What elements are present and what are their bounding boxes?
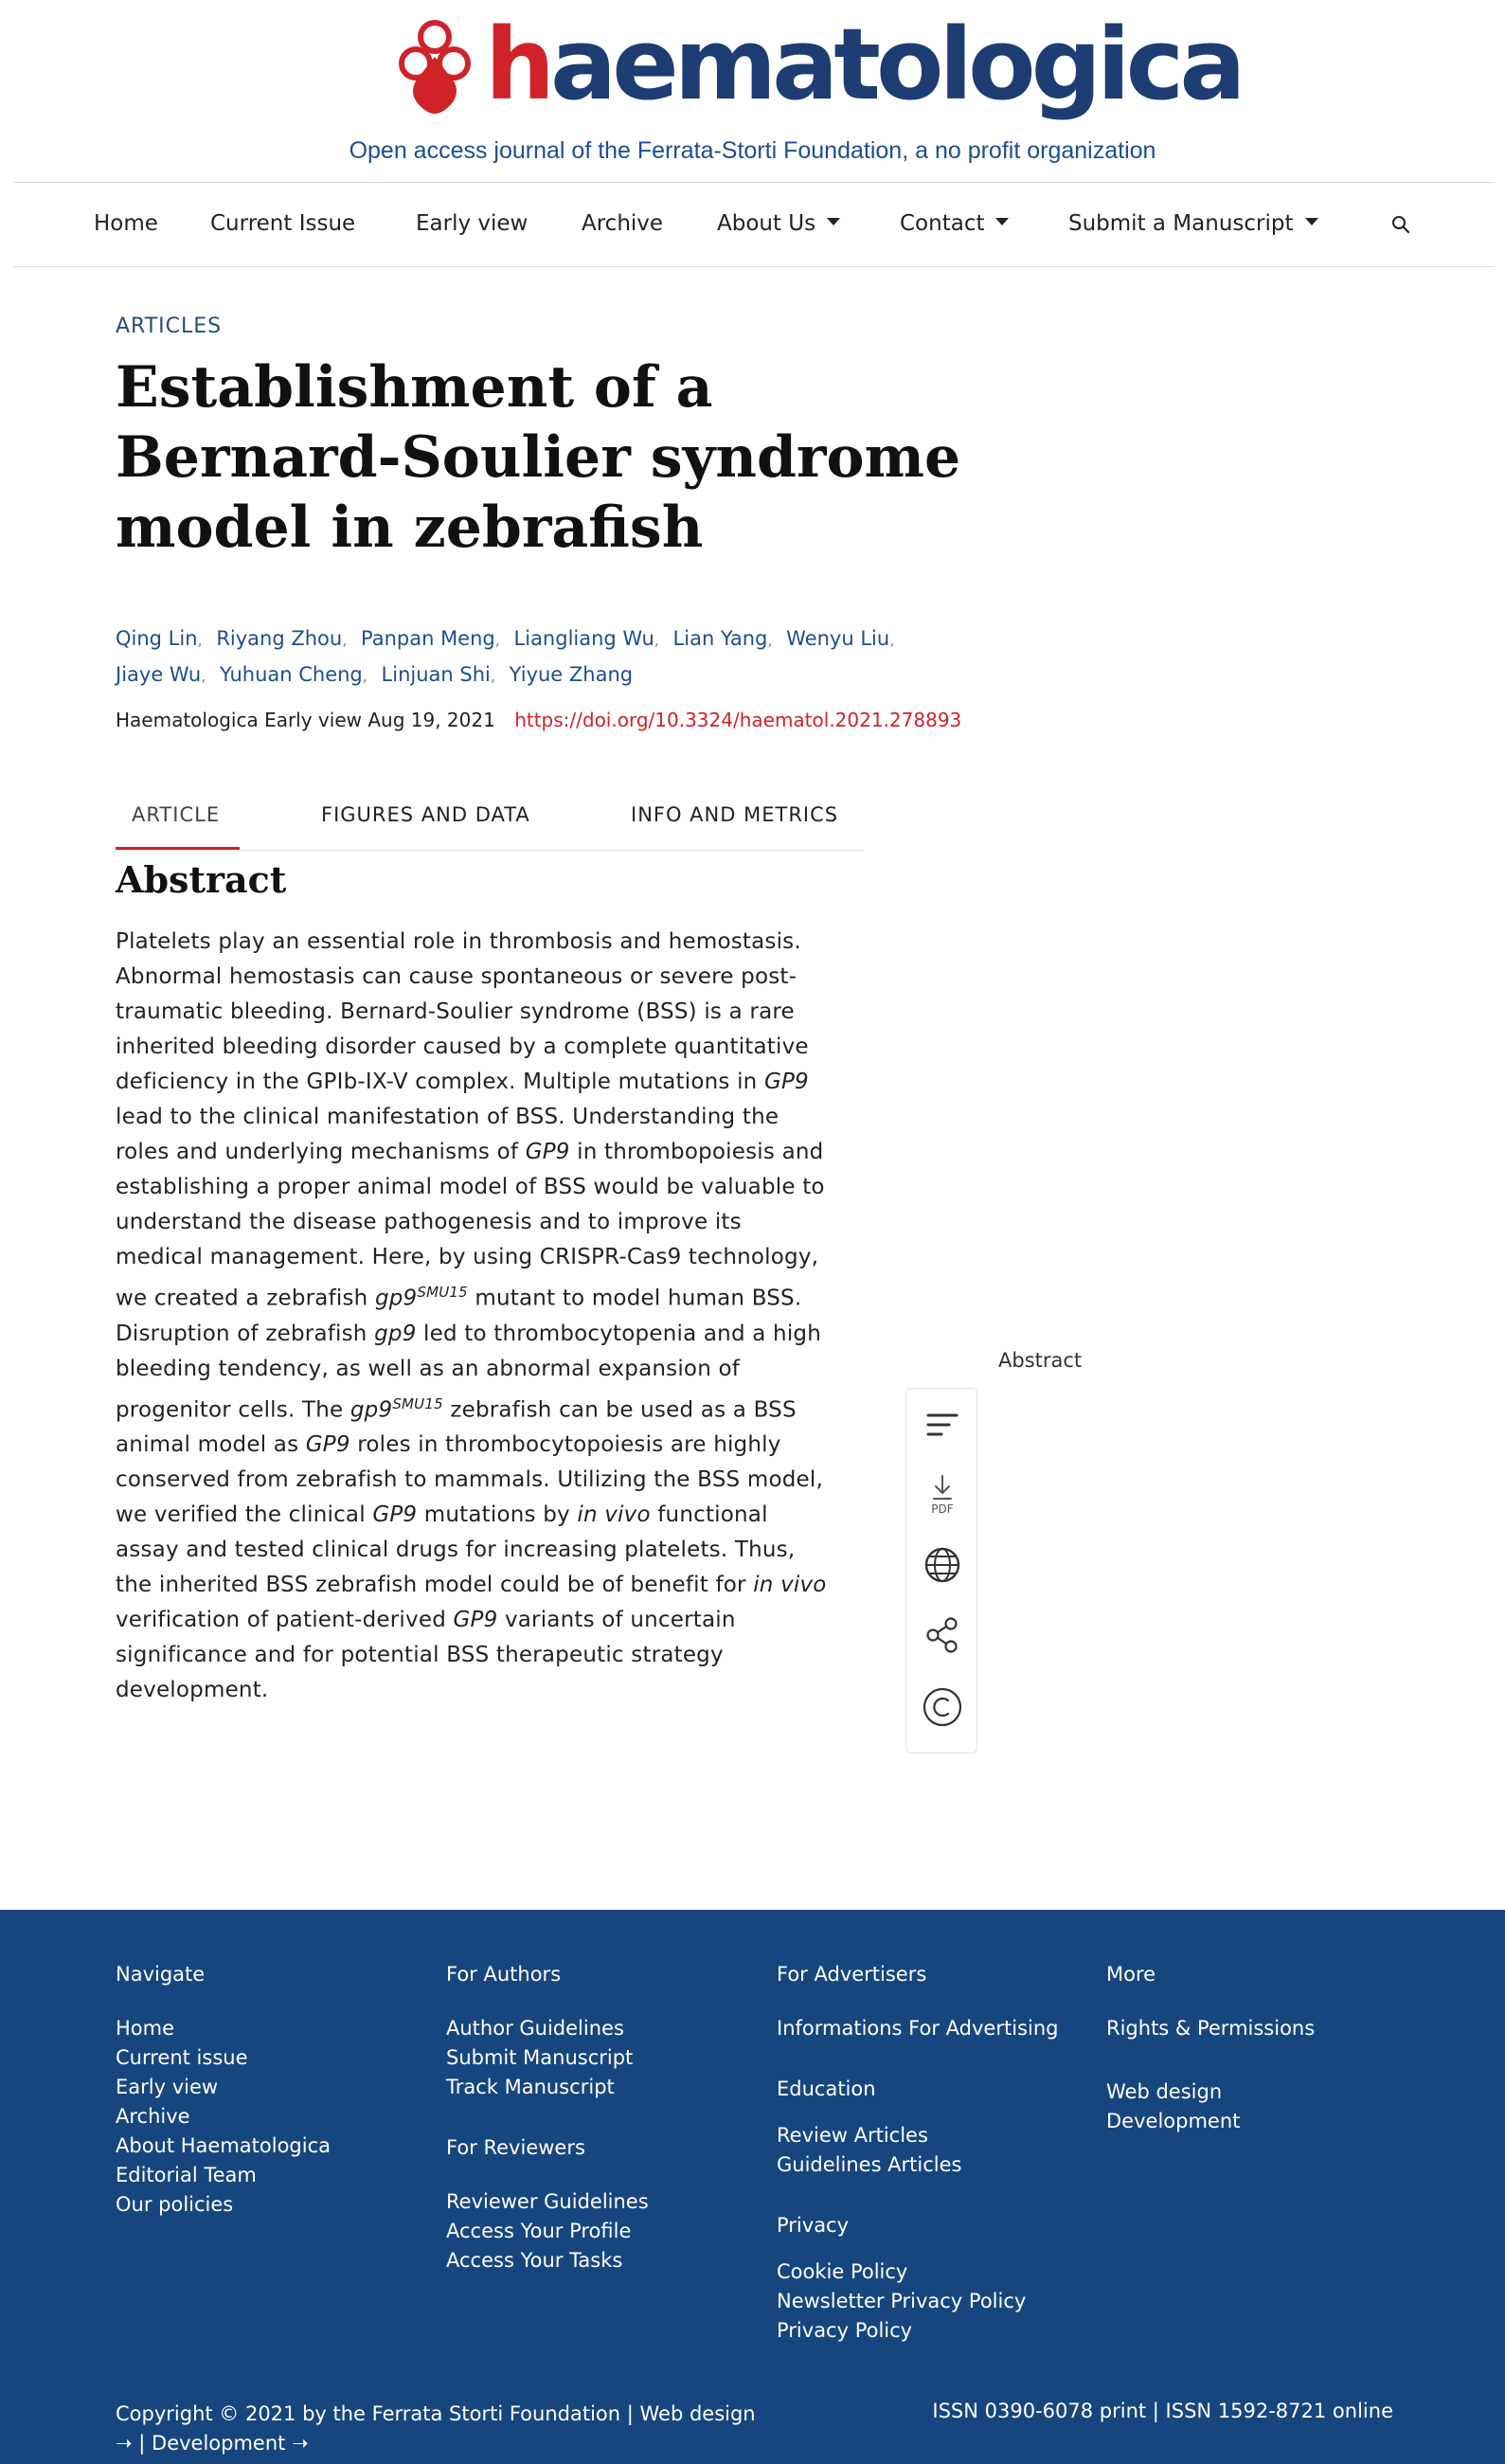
footer-col-authors <box>446 1963 649 2275</box>
nav-item-home[interactable]: Home <box>94 211 158 236</box>
gene-name: GP9 <box>453 1608 498 1633</box>
gene-name: GP9 <box>305 1432 350 1458</box>
footer-col-advertisers <box>777 1963 1058 2346</box>
footer-link[interactable]: Access Your Profile <box>446 2220 632 2242</box>
nav-item-submit-manuscript[interactable] <box>1068 211 1318 236</box>
toolbar-tooltip-label: Abstract <box>998 1349 1083 1372</box>
article-category[interactable]: ARTICLES <box>116 315 223 338</box>
footer-link[interactable]: Archive <box>116 2105 190 2128</box>
footer-heading: For Reviewers <box>446 2136 585 2159</box>
abstract-text-segment: Platelets play an essential role in thrombosis and hemostasis. Abnormal hemostasis can cause spontaneous or severe post-traumatic bleeding. Bernard-Soulier syndrome (BSS) is a rare inherited bleeding disorder caused by a complete quantitative deficiency in the GPIb-IX-V complex. Multiple mutations in <box>116 929 809 1094</box>
chevron-down-icon <box>1305 218 1318 225</box>
gene-name: GP9 <box>372 1502 418 1528</box>
globe-icon <box>923 1546 961 1584</box>
author-link[interactable]: Lian Yang <box>672 627 768 650</box>
article-title: Establishment of a Bernard-Soulier syndrome model in zebrafish <box>116 354 961 561</box>
allele-superscript: SMU15 <box>417 1284 468 1301</box>
latin-term: in vivo <box>753 1573 827 1598</box>
footer-heading: For Advertisers <box>777 1963 927 1986</box>
footer-link[interactable]: Newsletter Privacy Policy <box>777 2290 1027 2312</box>
chevron-down-icon <box>995 218 1009 225</box>
latin-term: in vivo <box>577 1502 651 1528</box>
nav-item-archive[interactable]: Archive <box>582 211 664 236</box>
nav-item-about-us[interactable] <box>717 211 840 236</box>
footer-link[interactable]: Submit Manuscript <box>446 2046 634 2069</box>
article-toolbar <box>905 1388 977 1754</box>
footer-link[interactable]: Author Guidelines <box>446 2017 624 2040</box>
site-tagline: Open access journal of the Ferrata-Storti Foundation, a no profit organization <box>349 137 1156 164</box>
footer-link[interactable]: Editorial Team <box>116 2164 257 2186</box>
footer-link[interactable]: Cookie Policy <box>777 2260 908 2283</box>
footer-link[interactable]: Review Articles <box>777 2124 928 2147</box>
author-link[interactable]: Jiaye Wu <box>116 663 202 686</box>
tab-info-and-metrics[interactable]: INFO AND METRICS <box>631 803 839 826</box>
abstract-text-segment: led to thrombocytopenia and a high bleeding tendency, as well as an abnormal expansion of progenitor cells. The <box>116 1321 822 1423</box>
author-separator: , <box>490 667 495 685</box>
footer-link[interactable]: Web design <box>1106 2080 1223 2103</box>
nav-item-early-view[interactable]: Early view <box>416 211 529 236</box>
development-link[interactable]: ➝ | Development ➝ <box>116 2432 309 2455</box>
footer-link[interactable]: Rights & Permissions <box>1106 2017 1316 2040</box>
copyright-icon <box>922 1686 963 1728</box>
abstract-text-segment: zebrafish can be used as a BSS animal model as <box>116 1397 797 1458</box>
author-link[interactable]: Panpan Meng <box>360 627 495 650</box>
footer-link[interactable]: Home <box>116 2017 175 2040</box>
gene-name: GP9 <box>525 1140 570 1164</box>
publication-date: Haematologica Early view Aug 19, 2021 <box>116 709 495 731</box>
language-button[interactable] <box>906 1537 978 1593</box>
author-separator: , <box>342 631 348 649</box>
share-button[interactable] <box>906 1607 978 1664</box>
abstract-text-segment: functional assay and tested clinical drugs for increasing platelets. Thus, the inherited BSS zebrafish model could be of benefit for <box>116 1502 796 1598</box>
abstract-heading: Abstract <box>116 858 287 901</box>
allele-superscript: SMU15 <box>392 1394 443 1412</box>
footer-link[interactable]: Current issue <box>116 2046 248 2069</box>
footer-heading: More <box>1106 1963 1156 1986</box>
footer-link[interactable]: About Haematologica <box>116 2134 331 2157</box>
copyright-button[interactable] <box>906 1679 978 1736</box>
author-link[interactable]: Riyang Zhou <box>216 627 343 650</box>
issn-info: ISSN 0390-6078 print | ISSN 1592-8721 online <box>932 2400 1393 2422</box>
footer-subheading: Privacy <box>777 2214 850 2237</box>
author-list <box>116 621 930 693</box>
footer-link[interactable]: Development <box>1106 2110 1241 2132</box>
footer-link[interactable]: Our policies <box>116 2193 234 2216</box>
gene-name: GP9 <box>763 1070 809 1094</box>
footer-link[interactable]: Privacy Policy <box>777 2319 913 2342</box>
author-separator: , <box>201 667 206 685</box>
author-separator: , <box>197 631 203 649</box>
footer-link[interactable]: Informations For Advertising <box>777 2017 1059 2040</box>
publication-info <box>116 709 961 731</box>
author-separator: , <box>362 667 367 685</box>
footer-heading: For Authors <box>446 1963 562 1986</box>
author-link[interactable]: Yuhuan Cheng <box>220 663 363 686</box>
abstract-text-segment: verification of patient-derived <box>116 1608 454 1633</box>
logo-mark-icon <box>398 19 472 114</box>
site-footer <box>0 1910 1505 2464</box>
toc-button[interactable] <box>906 1396 978 1453</box>
nav-item-label: About Us <box>717 211 816 236</box>
gene-name: gp9 <box>374 1321 417 1346</box>
abstract-text-segment: in thrombopoiesis and establishing a proper animal model of BSS would be valuable to understand the disease pathogenesis and to improve its medical management. Here, by using CRISPR-Cas9 technology, we created a zebrafish <box>116 1140 825 1311</box>
abstract-text-segment: variants of uncertain significance and for potential BSS therapeutic strategy development. <box>116 1608 736 1703</box>
main-nav <box>0 183 1505 266</box>
author-separator: , <box>494 631 500 649</box>
site-logo[interactable] <box>398 7 1242 127</box>
footer-link[interactable]: Early view <box>116 2076 219 2098</box>
author-link[interactable]: Qing Lin <box>116 627 198 650</box>
footer-link[interactable]: Reviewer Guidelines <box>446 2190 649 2213</box>
pdf-label: PDF <box>931 1502 954 1516</box>
footer-col-more <box>1106 1963 1315 2136</box>
nav-item-current-issue[interactable]: Current Issue <box>210 211 356 236</box>
footer-subheading: Education <box>777 2077 876 2100</box>
abstract-text-segment: mutant to model human BSS. Disruption of zebrafish <box>116 1286 802 1346</box>
footer-link[interactable]: Access Your Tasks <box>446 2249 623 2272</box>
tab-figures-and-data[interactable]: FIGURES AND DATA <box>321 803 530 826</box>
pdf-download-button[interactable] <box>906 1466 978 1523</box>
logo-wordmark: haematologica <box>485 7 1242 122</box>
nav-item-contact[interactable] <box>900 211 1009 236</box>
search-icon[interactable] <box>1390 214 1411 235</box>
copyright-notice <box>116 2400 779 2458</box>
footer-col-navigate <box>116 1963 331 2220</box>
author-link[interactable]: Wenyu Liu <box>786 627 890 650</box>
gene-name: gp9 <box>349 1397 393 1423</box>
footer-link[interactable]: Guidelines Articles <box>777 2153 962 2176</box>
footer-heading: Navigate <box>116 1963 206 1986</box>
author-separator: , <box>889 631 895 649</box>
nav-divider-bottom <box>13 266 1495 267</box>
nav-item-label: Contact <box>900 211 985 236</box>
abstract-body <box>116 925 835 1708</box>
site-header <box>0 0 1505 171</box>
share-icon <box>923 1616 961 1654</box>
abstract-text-segment: mutations by <box>417 1502 578 1528</box>
author-link[interactable]: Linjuan Shi <box>381 663 491 686</box>
gene-name: gp9 <box>374 1286 418 1311</box>
author-separator: , <box>767 631 773 649</box>
tab-article[interactable]: ARTICLE <box>132 803 221 826</box>
footer-link[interactable]: Track Manuscript <box>446 2076 615 2098</box>
doi-link[interactable]: https://doi.org/10.3324/haematol.2021.278893 <box>514 709 962 731</box>
nav-item-label: Submit a Manuscript <box>1068 211 1294 236</box>
author-separator: , <box>654 631 659 649</box>
author-link[interactable]: Yiyue Zhang <box>509 663 634 686</box>
copyright-line: Copyright © 2021 by the Ferrata Storti Foundation | Web design <box>116 2402 756 2425</box>
chevron-down-icon <box>827 218 840 225</box>
article-tabs <box>116 790 864 851</box>
author-link[interactable]: Liangliang Wu <box>513 627 654 650</box>
abstract-text-segment: roles in thrombocytopoiesis are highly conserved from zebrafish to mammals. Utilizing the BSS model, we verified the clinical <box>116 1432 823 1528</box>
active-tab-indicator <box>116 847 240 850</box>
toc-icon <box>926 1411 959 1439</box>
abstract-text-segment: lead to the clinical manifestation of BSS. Understanding the roles and underlying mechanisms of <box>116 1105 779 1164</box>
pdf-download-icon <box>930 1474 955 1501</box>
